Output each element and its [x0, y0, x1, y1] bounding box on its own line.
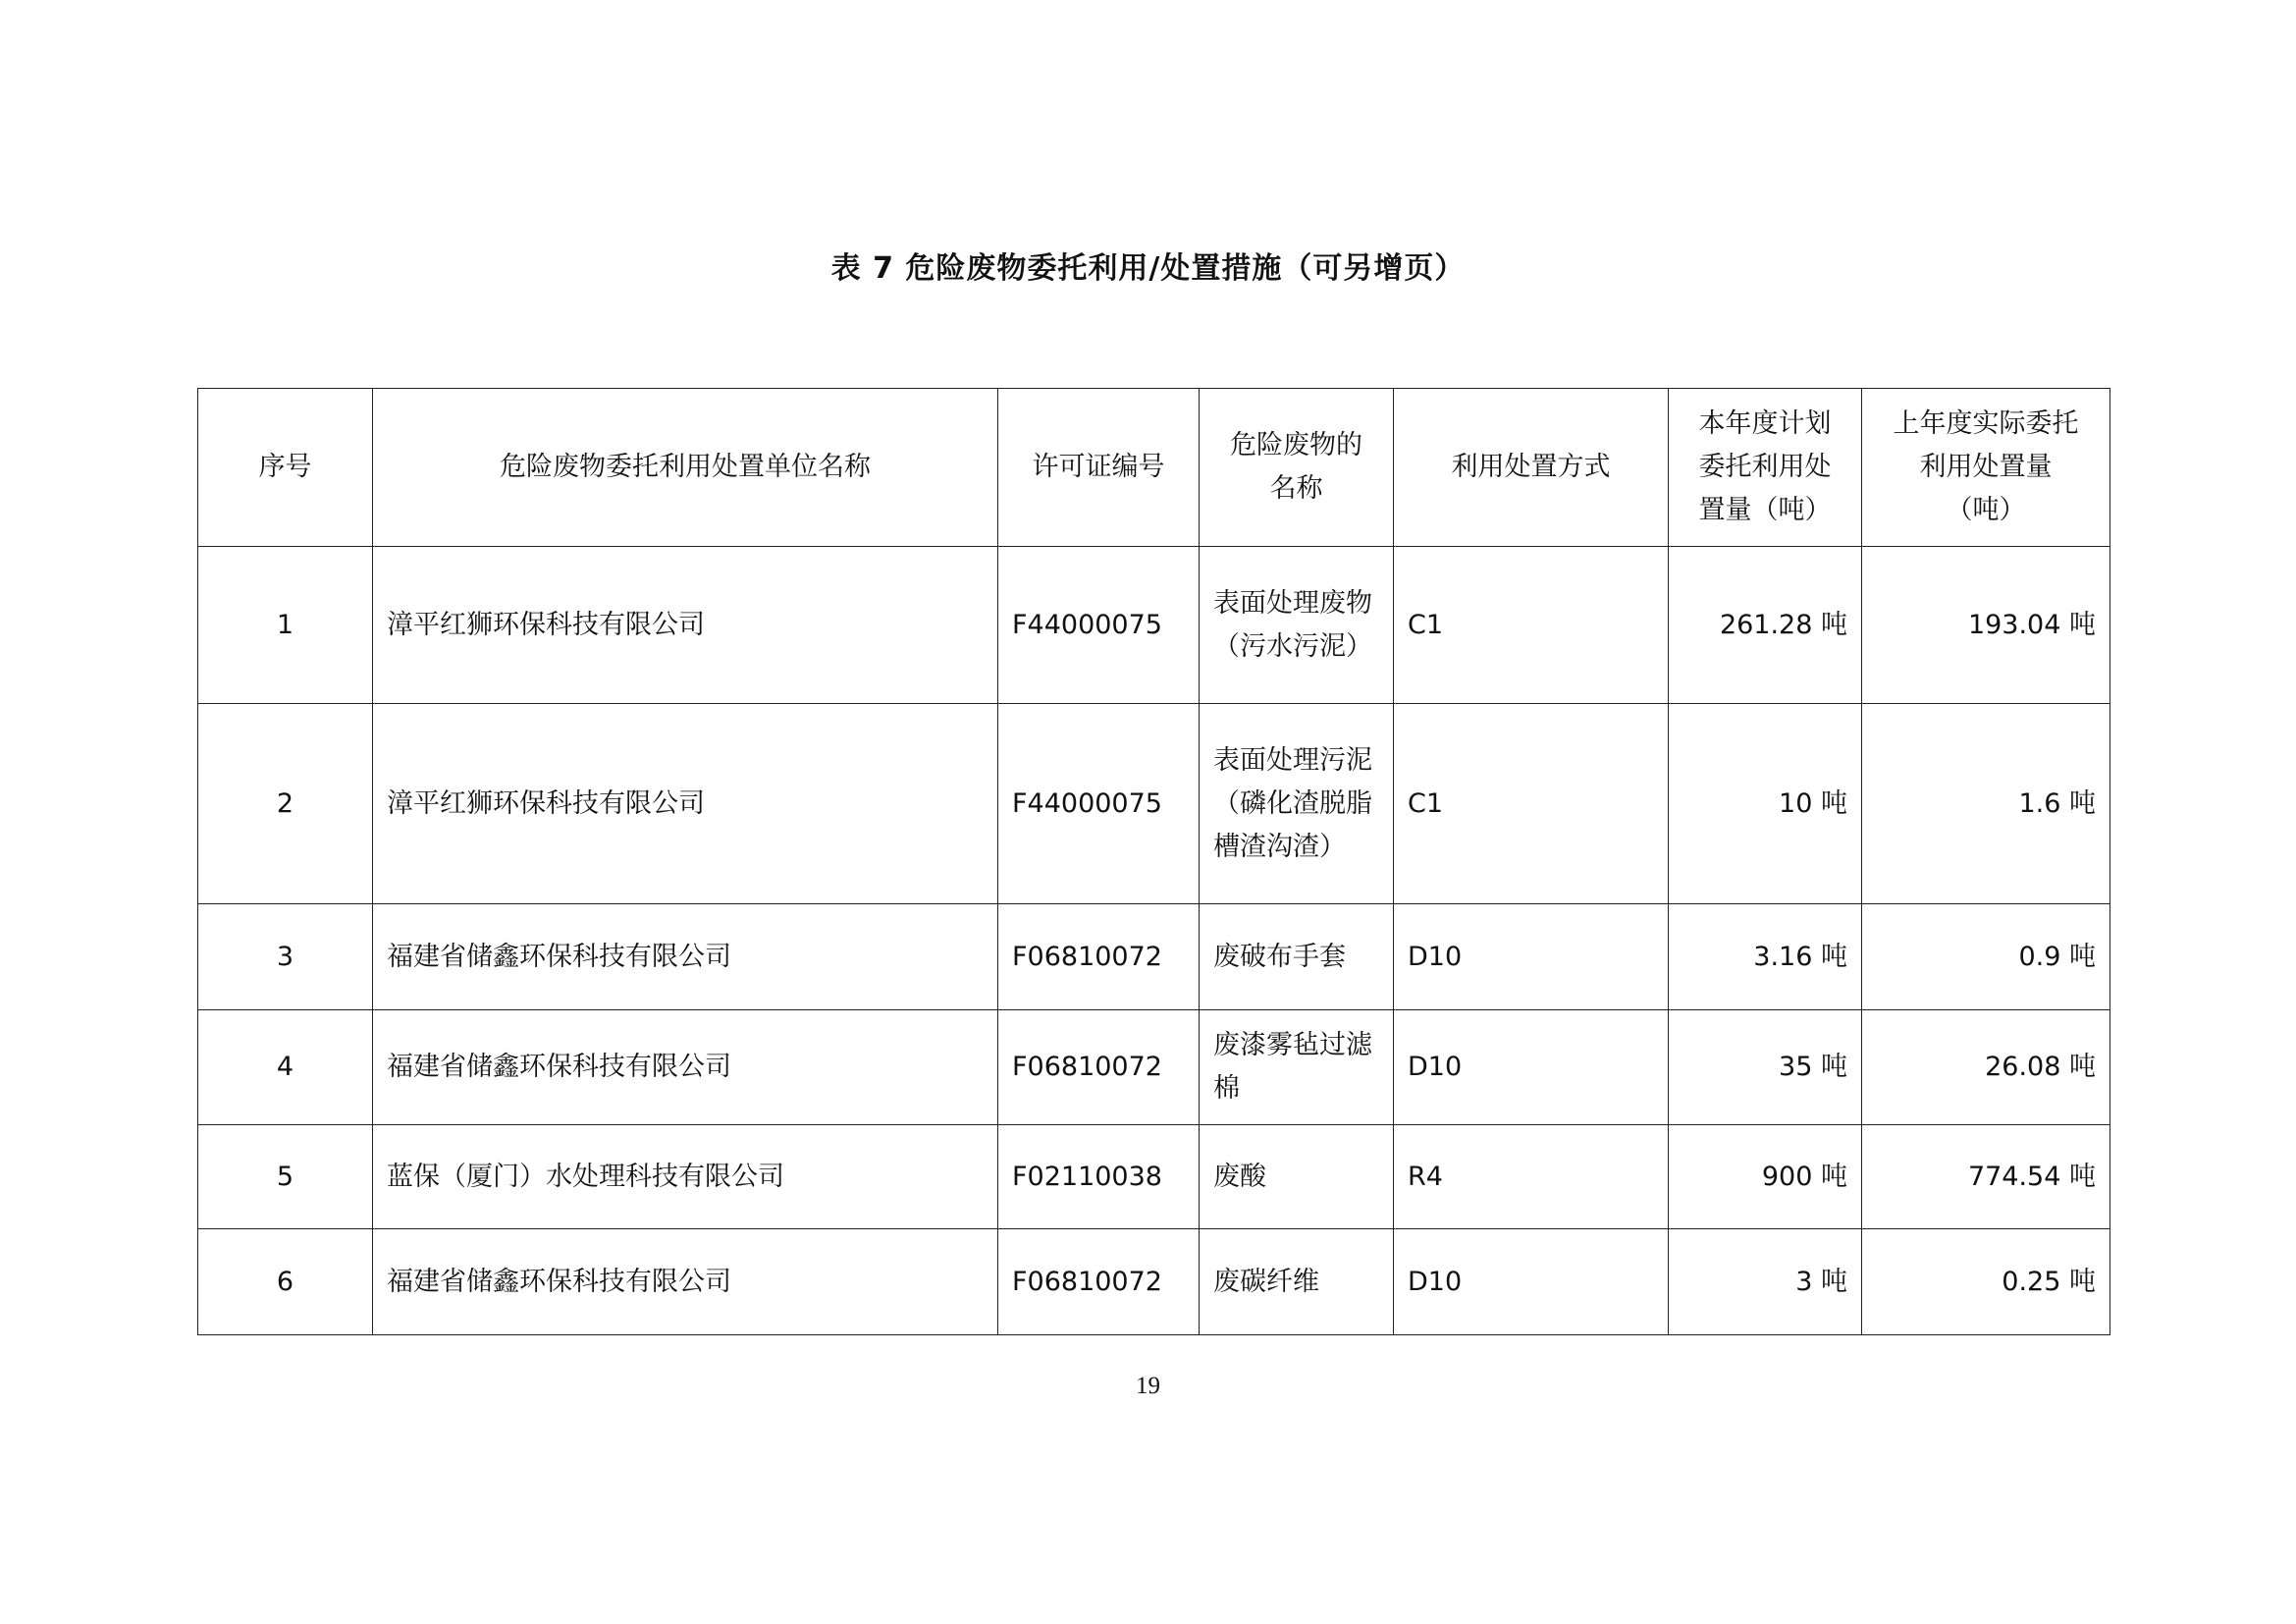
- cell-plan-amount: 35 吨: [1669, 1010, 1862, 1125]
- cell-unit-name: 福建省储鑫环保科技有限公司: [373, 1010, 998, 1125]
- header-unit-name: 危险废物委托利用处置单位名称: [373, 389, 998, 547]
- table-row: [198, 1125, 2110, 1229]
- cell-waste-name: 表面处理污泥（磷化渣脱脂槽渣沟渣）: [1200, 704, 1394, 904]
- cell-license-no: F02110038: [998, 1125, 1200, 1229]
- header-seq: 序号: [198, 389, 373, 547]
- cell-waste-name: 废碳纤维: [1200, 1229, 1394, 1335]
- cell-actual-amount: 0.9 吨: [1862, 904, 2110, 1010]
- cell-seq: 6: [198, 1229, 373, 1335]
- cell-method: R4: [1394, 1125, 1669, 1229]
- cell-license-no: F44000075: [998, 547, 1200, 704]
- cell-unit-name: 福建省储鑫环保科技有限公司: [373, 904, 998, 1010]
- hazardous-waste-table: [197, 388, 2110, 1335]
- table-header-row: [198, 389, 2110, 547]
- cell-plan-amount: 3.16 吨: [1669, 904, 1862, 1010]
- table-row: [198, 1010, 2110, 1125]
- cell-method: D10: [1394, 1010, 1669, 1125]
- header-plan-amount: 本年度计划 委托利用处 置量（吨）: [1669, 389, 1862, 547]
- cell-seq: 3: [198, 904, 373, 1010]
- header-license-no: 许可证编号: [998, 389, 1200, 547]
- cell-waste-name: 废漆雾毡过滤棉: [1200, 1010, 1394, 1125]
- table-row: [198, 904, 2110, 1010]
- header-waste-name: 危险废物的 名称: [1200, 389, 1394, 547]
- cell-actual-amount: 0.25 吨: [1862, 1229, 2110, 1335]
- cell-actual-amount: 26.08 吨: [1862, 1010, 2110, 1125]
- table-row: [198, 1229, 2110, 1335]
- cell-license-no: F06810072: [998, 1229, 1200, 1335]
- cell-method: C1: [1394, 704, 1669, 904]
- cell-actual-amount: 1.6 吨: [1862, 704, 2110, 904]
- cell-unit-name: 漳平红狮环保科技有限公司: [373, 704, 998, 904]
- cell-waste-name: 废破布手套: [1200, 904, 1394, 1010]
- cell-unit-name: 福建省储鑫环保科技有限公司: [373, 1229, 998, 1335]
- cell-actual-amount: 193.04 吨: [1862, 547, 2110, 704]
- cell-license-no: F44000075: [998, 704, 1200, 904]
- cell-plan-amount: 261.28 吨: [1669, 547, 1862, 704]
- cell-unit-name: 蓝保（厦门）水处理科技有限公司: [373, 1125, 998, 1229]
- cell-method: D10: [1394, 904, 1669, 1010]
- cell-license-no: F06810072: [998, 904, 1200, 1010]
- table-row: [198, 547, 2110, 704]
- page-number: 19: [1136, 1373, 1160, 1399]
- table-row: [198, 704, 2110, 904]
- cell-waste-name: 表面处理废物（污水污泥）: [1200, 547, 1394, 704]
- cell-waste-name: 废酸: [1200, 1125, 1394, 1229]
- cell-plan-amount: 3 吨: [1669, 1229, 1862, 1335]
- cell-method: D10: [1394, 1229, 1669, 1335]
- cell-unit-name: 漳平红狮环保科技有限公司: [373, 547, 998, 704]
- cell-seq: 2: [198, 704, 373, 904]
- cell-method: C1: [1394, 547, 1669, 704]
- cell-seq: 5: [198, 1125, 373, 1229]
- cell-license-no: F06810072: [998, 1010, 1200, 1125]
- table-title: 表 7 危险废物委托利用/处置措施（可另增页）: [830, 251, 1466, 286]
- header-actual-amount: 上年度实际委托 利用处置量 （吨）: [1862, 389, 2110, 547]
- cell-plan-amount: 10 吨: [1669, 704, 1862, 904]
- cell-seq: 1: [198, 547, 373, 704]
- cell-seq: 4: [198, 1010, 373, 1125]
- cell-actual-amount: 774.54 吨: [1862, 1125, 2110, 1229]
- cell-plan-amount: 900 吨: [1669, 1125, 1862, 1229]
- header-method: 利用处置方式: [1394, 389, 1669, 547]
